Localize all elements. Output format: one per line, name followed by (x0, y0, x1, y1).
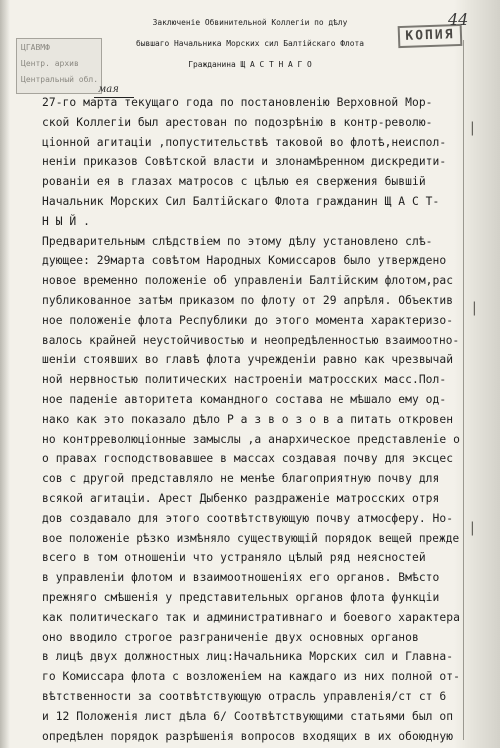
body-line: цiонной агитацiи ,попустительствѣ таковой во флотѣ,неиспол- (42, 135, 447, 149)
body-line: вое положенiе рѣзко измѣняло существующiй порядок вещей прежде (42, 531, 460, 545)
body-line: как политическаго так и административнаго и боевого характера (42, 610, 460, 624)
archive-stamp-line-3: Центральный обл. (21, 75, 99, 84)
archive-stamp-line-2: Центр. архив (21, 59, 79, 68)
body-line: рованiи ея в глазах матросов с цѣлью ея свержения бывшiй (42, 175, 426, 189)
margin-mark: | (470, 120, 475, 136)
margin-rule-line (463, 40, 464, 740)
body-line: шенiи стоявших во главѣ флота учрежденiи равно как чрезвычай (42, 353, 454, 367)
body-line: о правах господствовавшее в массах создавая почву для эксцес (42, 452, 454, 466)
body-line: оно вводило строгое разграниченiе двух основных органов (42, 630, 419, 644)
margin-mark: | (472, 300, 477, 316)
title-line-1: Заключенiе Обвинительной Коллегiи по дѣлу (152, 18, 348, 27)
body-line: опредѣлен порядок разрѣшенiя вопросов входящих в их обоюдную (42, 729, 454, 743)
handwritten-page-number: 44 (448, 10, 469, 29)
body-line: в лицѣ двух должностных лиц:Начальника Морских сил и Главна- (42, 650, 454, 664)
body-line: ненiи приказов Совѣтской власти и злонамѣренном дискредити- (42, 155, 447, 169)
body-line: нако как это показало дѣло Р а з в о з о в а питать откровен (42, 412, 454, 426)
body-line: публикованное затѣм приказом по флоту от 29 апрѣля. Объектив (42, 294, 454, 307)
body-line: валось крайней неустойчивостью и неопредѣленностью взаимоотно- (42, 333, 460, 347)
body-line: всего в том отношенiи что устраняло цѣлый ряд неясностей (42, 551, 426, 565)
left-edge-shadow (0, 0, 10, 748)
body-line: Предварительным слѣдствiем по этому дѣлу установлено слѣ- (42, 234, 433, 248)
title-line-2: бывшаго Начальника Морских сил Балтiйскаго Флота (135, 39, 365, 48)
right-margin-strip (454, 0, 500, 748)
body-line: дов создавало для этого соотвѣтствующую почву атмосферу. Но- (42, 511, 454, 525)
body-line: ное положенiе флота Республики до этого момента характеризо- (42, 313, 454, 327)
body-line: Н Ы Й . (42, 214, 90, 228)
body-line: и 12 Положенiя лист дѣла 6/ Соотвѣтствующими статьями был оп (42, 709, 454, 723)
body-line: ной нервностью политических настроенiи матросских масс.Пол- (42, 373, 447, 387)
handwritten-correction: мая (98, 84, 119, 95)
archive-stamp-line-1: ЦГАВМФ (21, 43, 50, 52)
body-line: сов с другой представляло не менѣе благоприятную почву для (42, 472, 440, 486)
body-line: но контрреволюцiонные замыслы ,а анархическое представленiе о (42, 432, 460, 446)
body-line: ской Коллегiи был арестован по подозрѣнiю в контр-револю- (42, 115, 433, 129)
copy-stamp: КОПИЯ (398, 24, 463, 48)
title-line-3: Гражданина Щ А С Т Н А Г О (188, 60, 312, 69)
body-line: ное паденiе авторитета командного состава не мѣшало ему од- (42, 393, 447, 406)
body-line: 27-го марта текущаго года по постановленiю Верховной Мор- (42, 96, 433, 109)
body-line: всякой агитацiи. Арест Дыбенко раздраженiе матросских отря (42, 492, 440, 505)
body-line: прежняго смѣшенiя у представительных органов флота функцiи (42, 591, 440, 604)
body-line: новое временно положенiе об управленiи Балтiйским флотом,рас (42, 274, 454, 288)
body-line: дующее: 29марта совѣтом Народных Комиссаров было утверждено (42, 254, 447, 268)
body-line: го Комиссара флота с возложенiем на каждаго из них полной от- (42, 670, 460, 684)
margin-mark: | (470, 520, 475, 536)
body-line: в управленiи флотом и взаимоотношенiях его органов. Вмѣсто (42, 571, 440, 585)
body-line: Начальник Морских Сил Балтiйскаго Флота гражданин Щ А С Т- (42, 195, 440, 208)
body-line: вѣтственности за соотвѣтствующую отрасль управленiя/ст ст 6 (42, 690, 447, 703)
